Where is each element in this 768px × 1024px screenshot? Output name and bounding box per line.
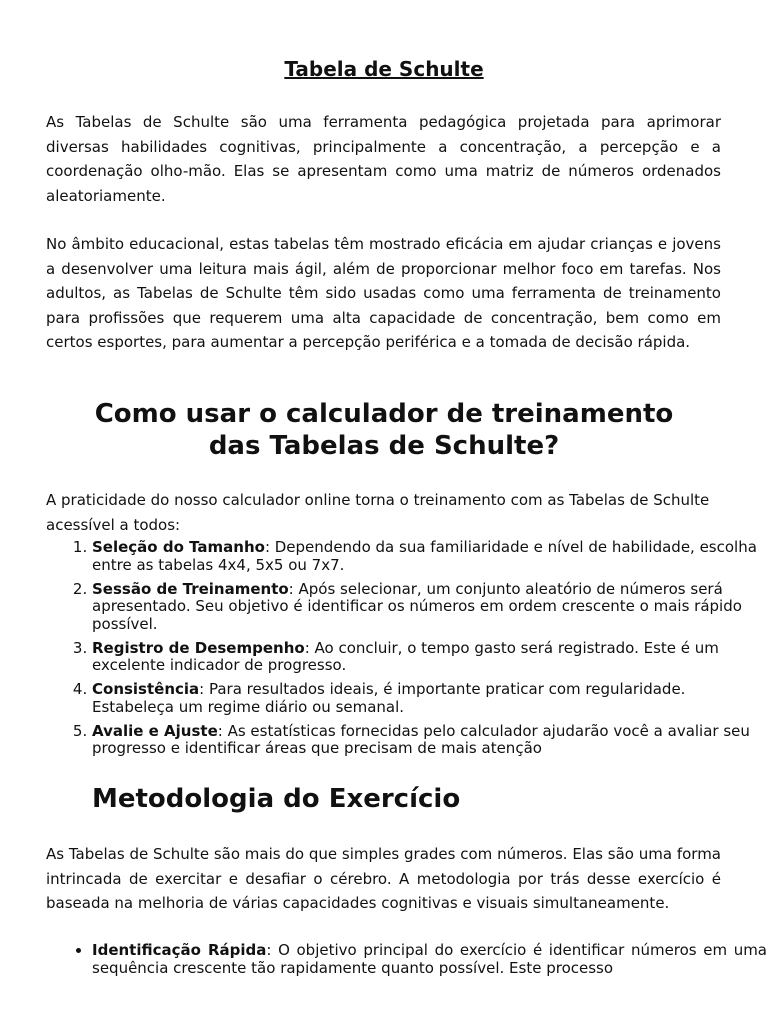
bullet-term: Identificação Rápida bbox=[92, 941, 267, 959]
section-heading-how-to-use bbox=[0, 398, 768, 462]
bullet-text: : O objetivo principal do exercício é identificar números em uma sequência crescente tão rapidamente quanto possível. Este processo bbox=[92, 941, 767, 977]
page-title: Tabela de Schulte bbox=[284, 57, 484, 81]
section-lead-methodology: As Tabelas de Schulte são mais do que simples grades com números. Elas são uma forma intrincada de exercitar e desafiar o cérebro. A metodologia por trás desse exercício é baseada na melhoria de várias capacidades cognitivas e visuais simultaneamente. bbox=[46, 845, 721, 912]
list-item bbox=[92, 941, 767, 977]
step-term: Consistência bbox=[92, 680, 200, 698]
step-term: Registro de Desempenho bbox=[92, 638, 305, 657]
step-term: Avalie e Ajuste bbox=[92, 721, 218, 740]
step-text: : As estatísticas fornecidas pelo calculador ajudarão você a avaliar seu progresso e identificar áreas que precisam de mais atenção bbox=[92, 721, 750, 757]
step-term: Sessão de Treinamento bbox=[92, 579, 289, 598]
step-text: : Para resultados ideais, é importante praticar com regularidade. Estabeleça um regime diário ou semanal. bbox=[92, 680, 686, 716]
section-heading-methodology: Metodologia do Exercício bbox=[92, 784, 461, 814]
list-item bbox=[92, 723, 768, 758]
step-term: Seleção do Tamanho bbox=[92, 538, 265, 556]
intro-paragraph-1: As Tabelas de Schulte são uma ferramenta pedagógica projetada para aprimorar diversas habilidades cognitivas, principalmente a concentração, a percepção e a coordenação olho-mão. Elas se apresentam como uma matriz de números ordenados aleatoriamente. bbox=[46, 113, 721, 205]
section-heading-line-1: Como usar o calculador de treinamento bbox=[94, 399, 674, 429]
steps-list bbox=[46, 539, 768, 764]
list-item bbox=[92, 581, 768, 634]
intro-paragraph-2: No âmbito educacional, estas tabelas têm mostrado eficácia em ajudar crianças e jovens a desenvolver uma leitura mais ágil, além de proporcionar melhor foco em tarefas. Nos adultos, as Tabelas de Schulte têm sido usadas como uma ferramenta de treinamento para profissões que requerem uma alta capacidade de concentração, bem como em certos esportes, para aumentar a percepção periférica e a tomada de decisão rápida. bbox=[46, 235, 721, 351]
list-item bbox=[92, 640, 768, 675]
step-text: : Ao concluir, o tempo gasto será registrado. Este é um excelente indicador de progresso. bbox=[92, 638, 719, 674]
section-lead-how-to-use: A praticidade do nosso calculador online torna o treinamento com as Tabelas de Schulte acessível a todos: bbox=[46, 491, 710, 534]
step-text: : Dependendo da sua familiaridade e nível de habilidade, escolha entre as tabelas 4x4, 5x5 ou 7x7. bbox=[92, 538, 757, 574]
list-item bbox=[92, 681, 768, 716]
list-item bbox=[92, 539, 768, 574]
methodology-bullets bbox=[46, 941, 767, 977]
section-heading-line-2: das Tabelas de Schulte? bbox=[208, 431, 560, 461]
step-text: : Após selecionar, um conjunto aleatório de números será apresentado. Seu objetivo é identificar os números em ordem crescente o mais rápido possível. bbox=[92, 579, 742, 633]
